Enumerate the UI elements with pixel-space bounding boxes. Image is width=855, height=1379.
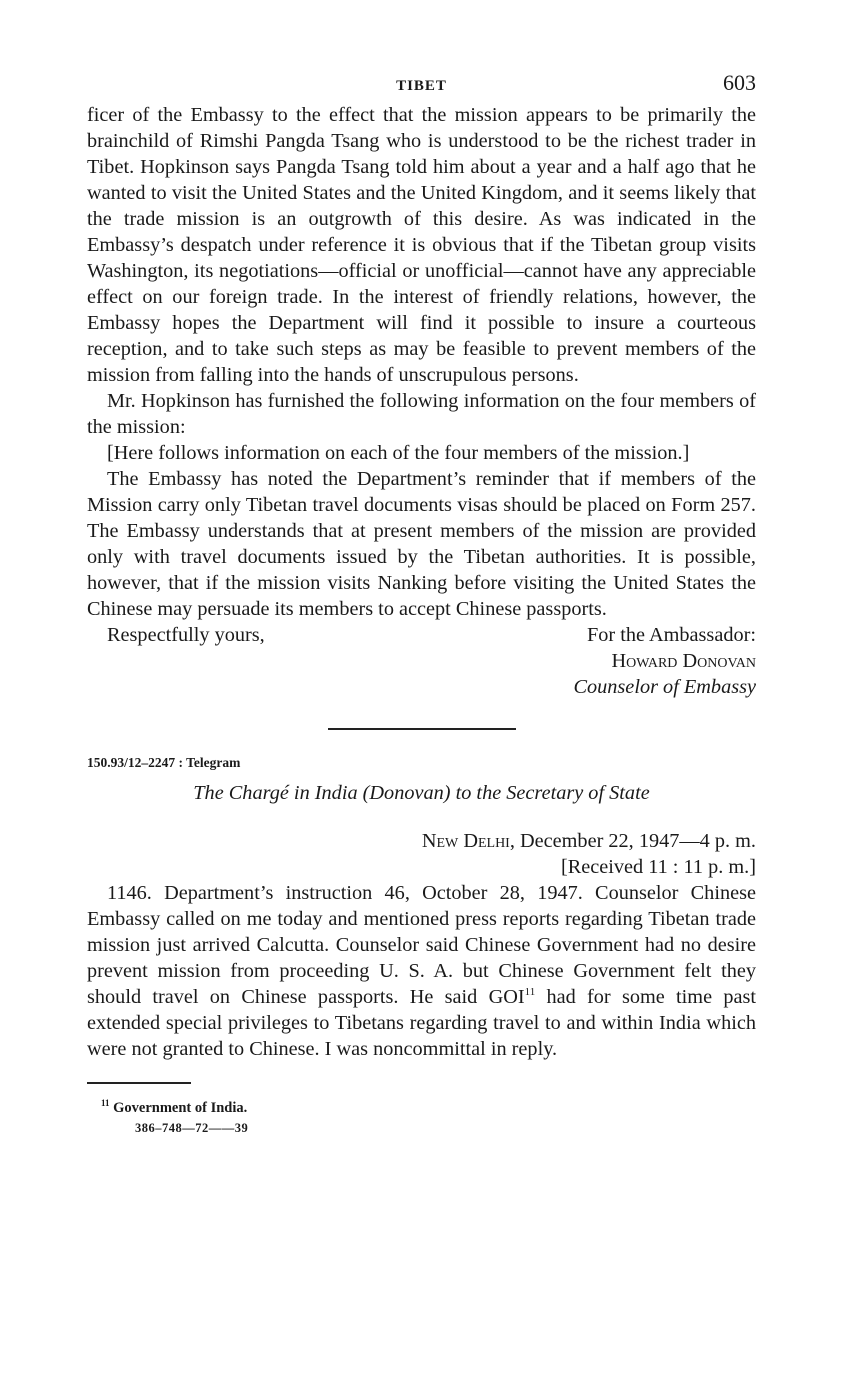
footnote-reference: 11 (524, 986, 536, 999)
body-paragraph-1: ficer of the Embassy to the effect that the mission appears to be primarily the brainchild of Rimshi Pangda Tsang who is understood to be the richest trader in Tibet. Hopkinson says Pangda Tsang told him about a year and a half ago that he wanted to visit the United States and the United Kingdom, and it seems likely that the trade mission is an outgrowth of this desire. As was indicated in the Embassy’s despatch under reference it is obvious that if the Tibetan group visits Washington, its negotiations—official or unofficial—cannot have any appreciable effect on our foreign trade. In the interest of friendly relations, however, the Embassy hopes the Department will find it possible to insure a courteous reception, and to take such steps as may be feasible to prevent members of the mission from falling into the hands of unscrupulous persons. (87, 104, 756, 386)
salutation: Respectfully yours, (107, 624, 265, 646)
page-header (87, 70, 756, 102)
footnote-rule (87, 1082, 191, 1084)
received-line: [Received 11 : 11 p. m.] (560, 856, 756, 878)
page-number: 603 (723, 70, 756, 95)
body-paragraph-3: [Here follows information on each of the four members of the mission.] (107, 442, 690, 464)
footnote-text: Government of India. (109, 1099, 248, 1116)
telegram-body (87, 880, 756, 1062)
section-divider (328, 728, 516, 730)
signer-name: Howard Donovan (611, 650, 756, 672)
for-ambassador-line: For the Ambassador: (587, 624, 756, 646)
print-code: 386–748—72——39 (135, 1120, 249, 1135)
document-page (87, 70, 756, 1136)
telegram-text-start: 1146. Department’s instruction 46, October 28, 1947. Counselor Chinese Embassy called on me today and mentioned press reports regarding Tibetan trade mission just arrived Calcutta. Counselor said Chinese Government had no desire prevent mission from proceeding U. S. A. but Chinese Government felt they should travel on Chinese passports. He said GOI (87, 882, 756, 1008)
body-paragraph-4: The Embassy has noted the Department’s reminder that if members of the Mission carry only Tibetan travel documents visas should be placed on Form 257. The Embassy understands that at present members of the mission are provided only with travel documents issued by the Tibetan authorities. It is possible, however, that if the mission visits Nanking before visiting the United States the Chinese may persuade its members to accept Chinese passports. (87, 468, 756, 620)
running-title: TIBET (396, 78, 447, 94)
dateline (87, 828, 756, 854)
footnote (87, 1094, 756, 1117)
footnote-marker: 11 (101, 1098, 110, 1108)
signature-block (573, 622, 756, 700)
file-reference: 150.93/12–2247 : Telegram (87, 755, 241, 770)
document-title: The Chargé in India (Donovan) to the Secretary of State (193, 782, 650, 804)
dateline-date: , December 22, 1947—4 p. m. (509, 830, 756, 852)
signer-title: Counselor of Embassy (573, 676, 756, 698)
letter-closing (87, 622, 756, 700)
dateline-place: New Delhi (421, 830, 510, 852)
telegram-text-end: had for some time past extended special privileges to Tibetans regarding travel to and within India which were not granted to Chinese. I was noncommittal in reply. (87, 986, 757, 1060)
body-paragraph-2: Mr. Hopkinson has furnished the following information on the four members of the mission: (87, 390, 756, 438)
